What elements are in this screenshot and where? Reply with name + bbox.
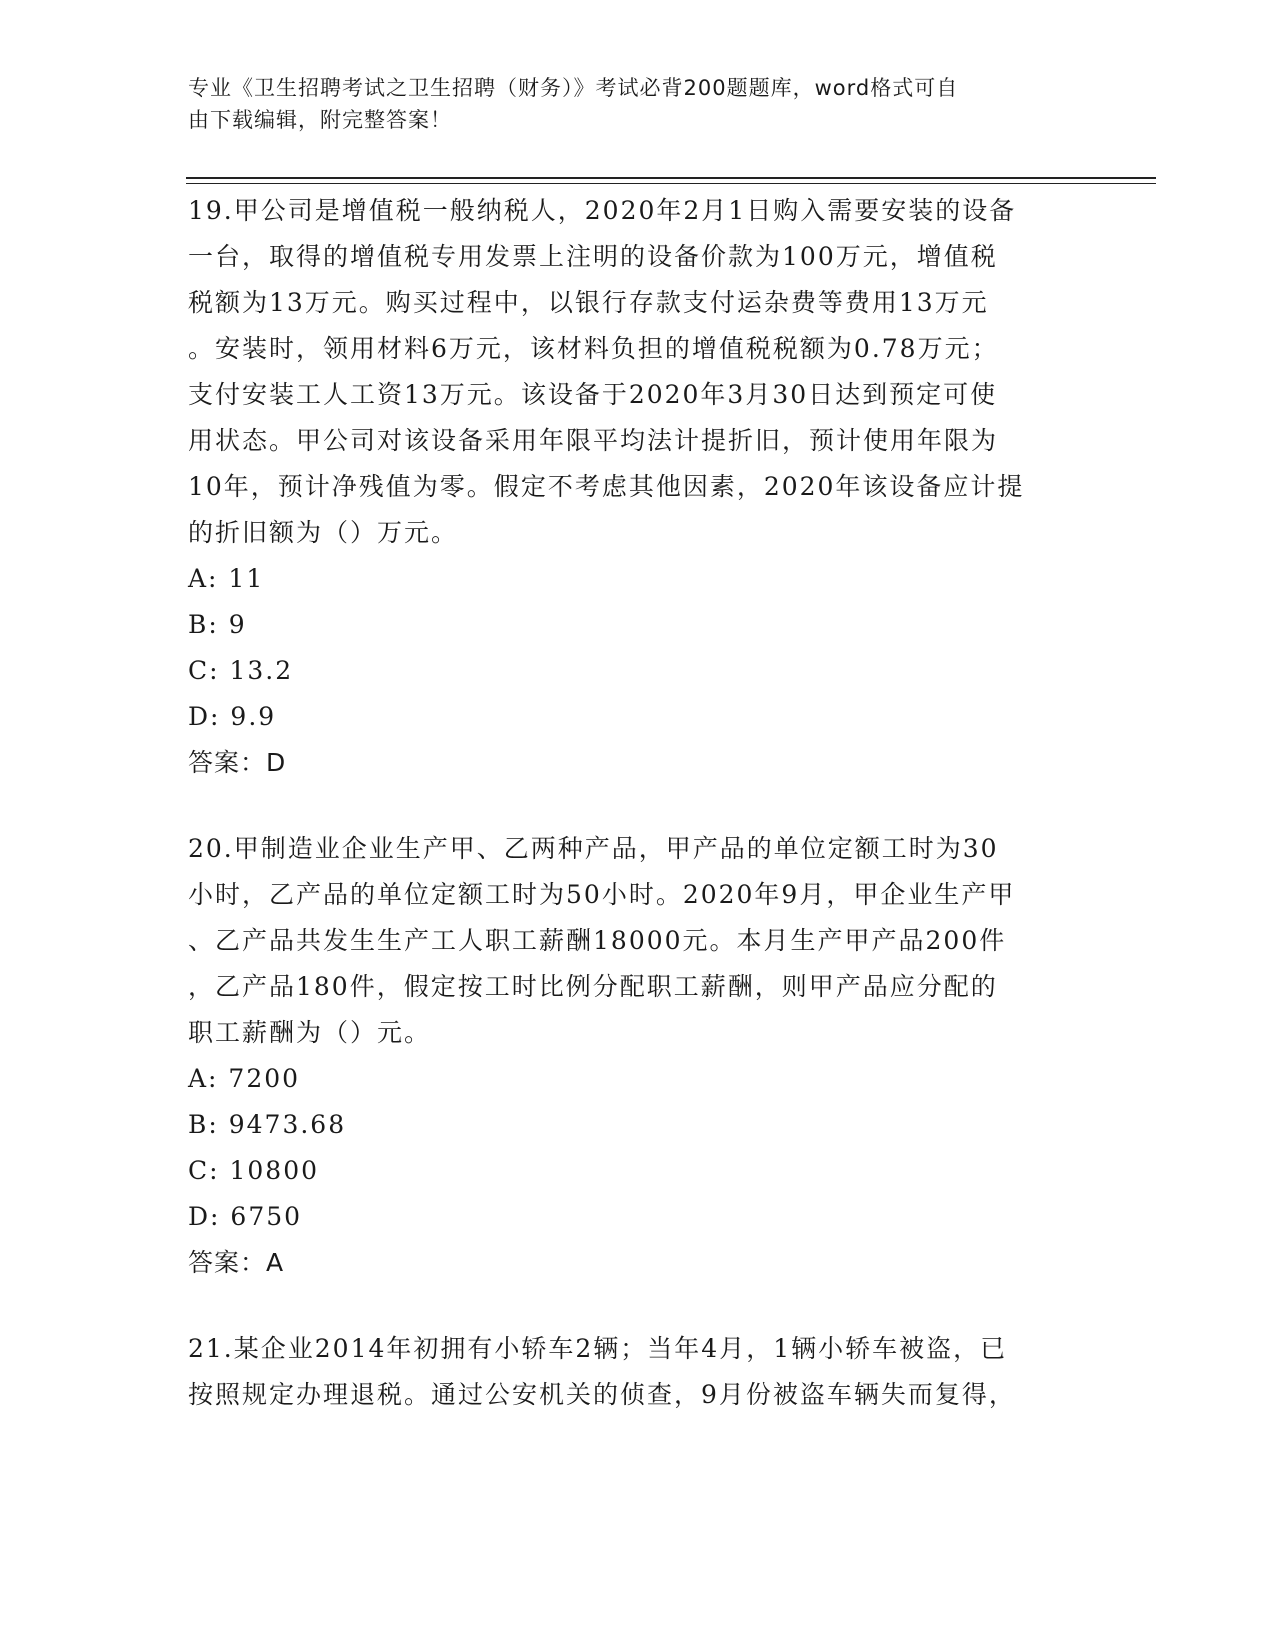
question-20 [188,826,1088,1286]
option-b: B: 9473.68 [188,1110,347,1139]
question-text-line: 职工薪酬为（）元。 [188,1018,432,1047]
question-text-line: 21.某企业2014年初拥有小轿车2辆；当年4月，1辆小轿车被盗，已 [188,1334,1008,1363]
header-rule-thin [186,183,1156,184]
question-text-line: 一台，取得的增值税专用发票上注明的设备价款为100万元，增值税 [188,242,998,271]
option-b: B: 9 [188,610,247,639]
question-text-line: 小时，乙产品的单位定额工时为50小时。2020年9月，甲企业生产甲 [188,880,1016,909]
header-rule-thick [186,177,1156,179]
option-a: A: 7200 [188,1064,301,1093]
question-text-line: 20.甲制造业企业生产甲、乙两种产品，甲产品的单位定额工时为30 [188,834,999,863]
question-text-line: ，乙产品180件，假定按工时比例分配职工薪酬，则甲产品应分配的 [188,972,998,1001]
document-header [188,72,1068,136]
document-body [188,188,1088,1418]
answer-label: 答案：D [188,748,287,777]
header-line-2: 由下载编辑，附完整答案！ [188,108,452,132]
question-text-line: 。安装时，领用材料6万元，该材料负担的增值税税额为0.78万元； [188,334,999,363]
header-line-1: 专业《卫生招聘考试之卫生招聘（财务）》考试必背200题题库，word格式可自 [188,76,959,100]
question-text-line: 按照规定办理退税。通过公安机关的侦查，9月份被盗车辆失而复得， [188,1380,1016,1409]
question-text-line: 、乙产品共发生生产工人职工薪酬18000元。本月生产甲产品200件 [188,926,1007,955]
option-c: C: 10800 [188,1156,320,1185]
option-d: D: 9.9 [188,702,277,731]
option-a: A: 11 [188,564,265,593]
question-19 [188,188,1088,786]
question-text-line: 支付安装工人工资13万元。该设备于2020年3月30日达到预定可使 [188,380,998,409]
question-text-line: 用状态。甲公司对该设备采用年限平均法计提折旧，预计使用年限为 [188,426,999,455]
question-text-line: 10年，预计净残值为零。假定不考虑其他因素，2020年该设备应计提 [188,472,1025,501]
answer-label: 答案：A [188,1248,285,1277]
question-text-line: 19.甲公司是增值税一般纳税人，2020年2月1日购入需要安装的设备 [188,196,1017,225]
option-c: C: 13.2 [188,656,294,685]
question-text-line: 税额为13万元。购买过程中，以银行存款支付运杂费等费用13万元 [188,288,989,317]
option-d: D: 6750 [188,1202,303,1231]
question-spacer [188,1286,1088,1326]
question-spacer [188,786,1088,826]
question-text-line: 的折旧额为（）万元。 [188,518,459,547]
question-21 [188,1326,1088,1418]
